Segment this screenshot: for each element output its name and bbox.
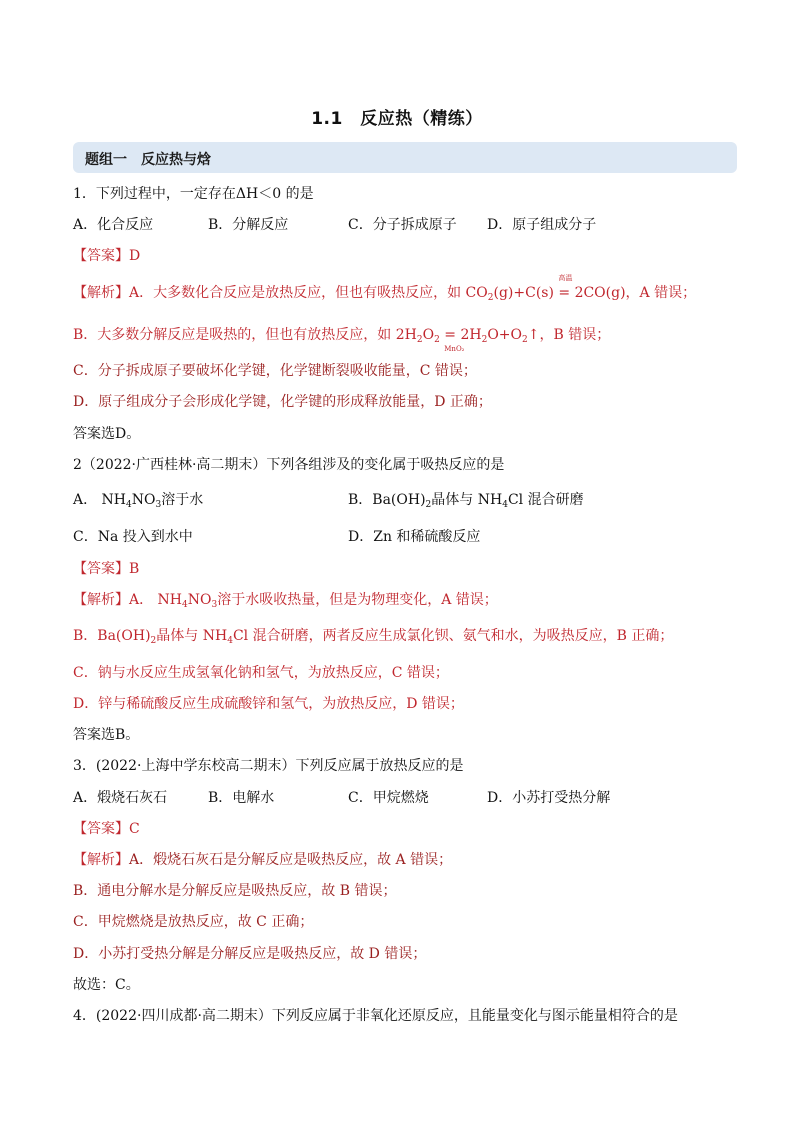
q3-stem: 3．(2022·上海中学东校高二期末）下列反应属于放热反应的是 (73, 758, 464, 774)
q1-answer (73, 247, 140, 265)
answer-value: B (129, 561, 140, 577)
page-title: 1.1 反应热（精练） (311, 109, 483, 129)
reaction-arrow: 高温 = (558, 274, 573, 301)
q3-analysis-a: 【解析】A．煅烧石灰石是分解反应是吸热反应，故 A 错误； (73, 852, 453, 868)
q2-option-b: B．$Ba(OH)_2$晶体与 $NH_4Cl$ 混合研磨 (348, 492, 584, 510)
q2-option-d: D．Zn 和稀硫酸反应 (348, 529, 481, 545)
q1-conclusion: 答案选D。 (73, 426, 141, 442)
q1-option-a: A．化合反应 (73, 217, 154, 233)
q2-conclusion: 答案选B。 (73, 727, 140, 743)
q2-analysis-c: C．钠与水反应生成氢氧化钠和氢气，为放热反应，C 错误； (73, 665, 449, 681)
q1-analysis-a: 【解析】A．大多数化合反应是放热反应，但也有吸热反应，如 $CO_2(g)+C(s)$ 高温 = 2CO(g)，A 错误； (73, 274, 697, 303)
q1-option-b: B．分解反应 (208, 217, 289, 233)
q1-stem: 1．下列过程中，一定存在ΔH＜0 的是 (73, 186, 314, 202)
answer-tag: 【答案】 (73, 821, 129, 837)
q3-analysis-d: D．小苏打受热分解是分解反应是吸热反应，故 D 错误； (73, 946, 427, 962)
analysis-tag: 【解析】 (73, 592, 129, 608)
q3-option-a: A．煅烧石灰石 (73, 790, 168, 806)
group-header (73, 142, 737, 173)
group-title: 题组一 反应热与焓 (85, 152, 211, 168)
q3-option-d: D．小苏打受热分解 (487, 790, 611, 806)
q3-analysis-c: C．甲烷燃烧是放热反应，故 C 正确； (73, 914, 314, 930)
analysis-tag: 【解析】 (73, 852, 129, 868)
q4-stem: 4．(2022·四川成都·高二期末）下列反应属于非氧化还原反应，且能量变化与图示能量相符合的是 (73, 1008, 678, 1024)
answer-tag: 【答案】 (73, 248, 129, 264)
q1-option-c: C．分子拆成原子 (348, 217, 457, 233)
q3-analysis-b: B．通电分解水是分解反应是吸热反应，故 B 错误； (73, 883, 397, 899)
q2-option-c: C．Na 投入到水中 (73, 529, 193, 545)
q3-option-c: C．甲烷燃烧 (348, 790, 429, 806)
answer-tag: 【答案】 (73, 561, 129, 577)
q2-answer (73, 560, 139, 578)
q2-analysis-a: 【解析】A． $NH_4NO_3$溶于水吸收热量，但是为物理变化，A 错误； (73, 592, 498, 610)
q2-analysis-d: D．锌与稀硫酸反应生成硫酸锌和氢气，为放热反应，D 错误； (73, 696, 464, 712)
q3-answer (73, 820, 140, 838)
analysis-tag: 【解析】 (73, 285, 129, 301)
q2-stem: 2（2022·广西桂林·高二期末）下列各组涉及的变化属于吸热反应的是 (73, 457, 505, 473)
q3-conclusion: 故选：C。 (73, 977, 140, 993)
reaction-arrow: = MnO₂ (444, 327, 465, 353)
answer-value: D (129, 248, 141, 264)
q2-analysis-b: B．$Ba(OH)_2$晶体与 $NH_4Cl$ 混合研磨，两者反应生成氯化钡、氨气和水，为吸热反应，B 正确； (73, 628, 674, 646)
q2-option-a: A． $NH_4NO_3$溶于水 (73, 492, 204, 510)
q1-analysis-b: B．大多数分解反应是吸热的，但也有放热反应，如 $2H_2O_2$ = MnO₂ $2H_2O+O_2↑$，B 错误； (73, 327, 611, 353)
answer-value: C (129, 821, 140, 837)
q1-analysis-c: C．分子拆成原子要破坏化学键，化学键断裂吸收能量，C 错误； (73, 363, 477, 379)
q1-analysis-d: D．原子组成分子会形成化学键，化学键的形成释放能量，D 正确； (73, 394, 492, 410)
q3-option-b: B．电解水 (208, 790, 275, 806)
q1-option-d: D．原子组成分子 (487, 217, 597, 233)
